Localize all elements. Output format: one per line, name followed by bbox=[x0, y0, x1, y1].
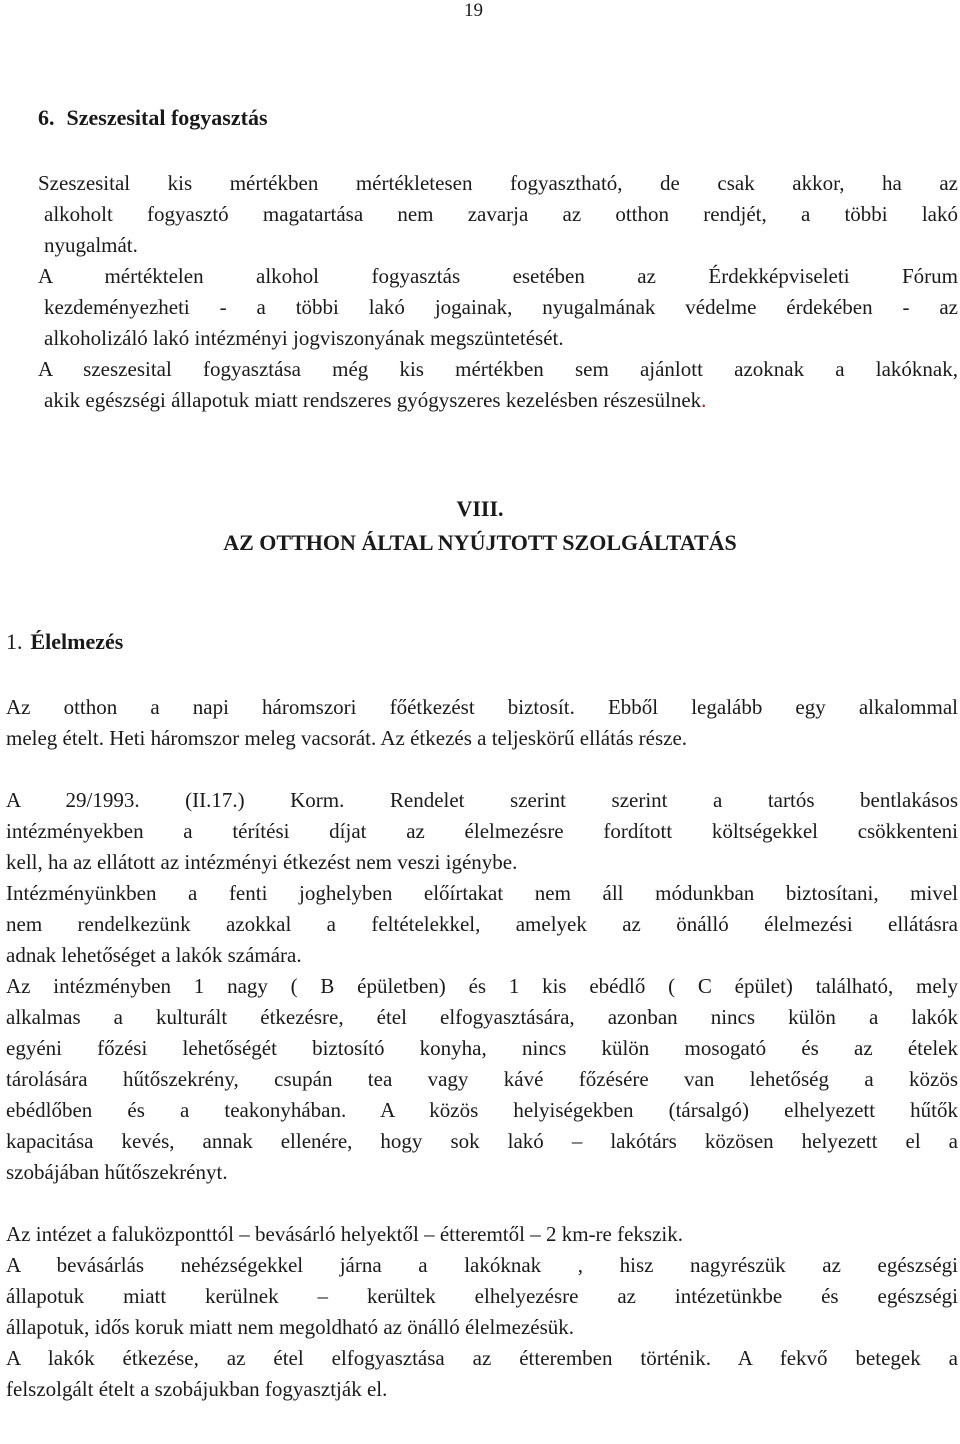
text-line: nyugalmát. bbox=[44, 233, 138, 257]
chapter-title: AZ OTTHON ÁLTAL NYÚJTOTT SZOLGÁLTATÁS bbox=[223, 530, 737, 555]
text-line: kell, ha az ellátott az intézményi étkezést nem veszi igénybe. bbox=[6, 850, 518, 874]
paragraph bbox=[6, 971, 958, 1188]
text-line: A lakók étkezése, az étel elfogyasztása az étteremben történik. A fekvő betegek a bbox=[6, 1346, 958, 1370]
text-line: kezdeményezheti - a többi lakó jogainak, nyugalmának védelme érdekében - az bbox=[44, 295, 958, 319]
text-line: ebédlőben és a teakonyhában. A közös helyiségekben (társalgó) elhelyezett hűtők bbox=[6, 1098, 958, 1122]
text-line: Az otthon a napi háromszori főétkezést biztosít. Ebből legalább egy alkalommal bbox=[6, 695, 958, 719]
text-line: A 29/1993. (II.17.) Korm. Rendelet szerint szerint a tartós bentlakásos bbox=[6, 788, 958, 812]
text-line: Az intézet a faluközponttól – bevásárló helyektől – étteremtől – 2 km-re fekszik. bbox=[6, 1222, 684, 1246]
text-line: Szeszesital kis mértékben mértékletesen fogyasztható, de csak akkor, ha az bbox=[38, 171, 958, 195]
paragraph-gap bbox=[6, 754, 958, 785]
section1-body bbox=[6, 692, 958, 1405]
section-number: 6. bbox=[38, 105, 55, 130]
text-line: A mértéktelen alkohol fogyasztás esetében az Érdekképviseleti Fórum bbox=[38, 264, 958, 288]
text-line: kapacitása kevés, annak ellenére, hogy sok lakó – lakótárs közösen helyezett el a bbox=[6, 1129, 958, 1153]
text-line: intézményekben a térítési díjat az élelmezésre fordított költségekkel csökkenteni bbox=[6, 819, 958, 843]
page-number: 19 bbox=[464, 0, 483, 21]
paragraph-gap bbox=[6, 1188, 958, 1219]
text-line: szobájában hűtőszekrényt. bbox=[6, 1160, 228, 1184]
text-line: felszolgált ételt a szobájukban fogyasztják el. bbox=[6, 1377, 388, 1401]
text-line: alkalmas a kulturált étkezésre, étel elfogyasztására, azonban nincs külön a lakók bbox=[6, 1005, 958, 1029]
paragraph bbox=[38, 261, 958, 354]
subsection-number: 1. bbox=[6, 629, 23, 654]
text-line: Az intézményben 1 nagy ( B épületben) és 1 kis ebédlő ( C épület) található, mely bbox=[6, 974, 958, 998]
text-line: A bevásárlás nehézségekkel járna a lakóknak , hisz nagyrészük az egészségi bbox=[6, 1253, 958, 1277]
text-line: alkoholt fogyasztó magatartása nem zavarja az otthon rendjét, a többi lakó bbox=[44, 202, 958, 226]
section-title: Szeszesital fogyasztás bbox=[66, 105, 268, 130]
paragraph bbox=[6, 1250, 958, 1343]
paragraph bbox=[6, 1343, 958, 1405]
subsection-title: Élelmezés bbox=[30, 629, 124, 654]
paragraph bbox=[6, 878, 958, 971]
text-line: állapotuk miatt kerülnek – kerültek elhelyezésre az intézetünkbe és egészségi bbox=[6, 1284, 958, 1308]
text-fragment: akik egészségi állapotuk miatt rendszeres gyógyszeres kezelésben részesülnek bbox=[44, 388, 702, 412]
paragraph bbox=[6, 785, 958, 878]
text-line: Intézményünkben a fenti joghelyben előírtakat nem áll módunkban biztosítani, mivel bbox=[6, 881, 958, 905]
text-line: alkoholizáló lakó intézményi jogviszonyának megszüntetését. bbox=[44, 326, 564, 350]
text-line: tárolására hűtőszekrény, csupán tea vagy kávé főzésére van lehetőség a közös bbox=[6, 1067, 958, 1091]
text-line: A szeszesital fogyasztása még kis mértékben sem ajánlott azoknak a lakóknak, bbox=[38, 357, 958, 381]
text-line bbox=[38, 385, 958, 416]
paragraph bbox=[6, 692, 958, 754]
text-line: állapotuk, idős koruk miatt nem megoldható az önálló élelmezésük. bbox=[6, 1315, 575, 1339]
section6-body bbox=[38, 168, 958, 416]
chapter-number: VIII. bbox=[456, 496, 504, 521]
text-line: nem rendelkezünk azokkal a feltételekkel, amelyek az önálló élelmezési ellátásra bbox=[6, 912, 958, 936]
paragraph bbox=[38, 354, 958, 416]
subsection-heading bbox=[6, 629, 123, 655]
section-heading bbox=[38, 105, 268, 131]
text-line: egyéni főzési lehetőségét biztosító konyha, nincs külön mosogató és az ételek bbox=[6, 1036, 958, 1060]
text-line: meleg ételt. Heti háromszor meleg vacsorát. Az étkezés a teljeskörű ellátás része. bbox=[6, 726, 688, 750]
period-mark: . bbox=[701, 388, 707, 412]
paragraph bbox=[38, 168, 958, 261]
text-line: adnak lehetőséget a lakók számára. bbox=[6, 943, 302, 967]
paragraph bbox=[6, 1219, 958, 1250]
